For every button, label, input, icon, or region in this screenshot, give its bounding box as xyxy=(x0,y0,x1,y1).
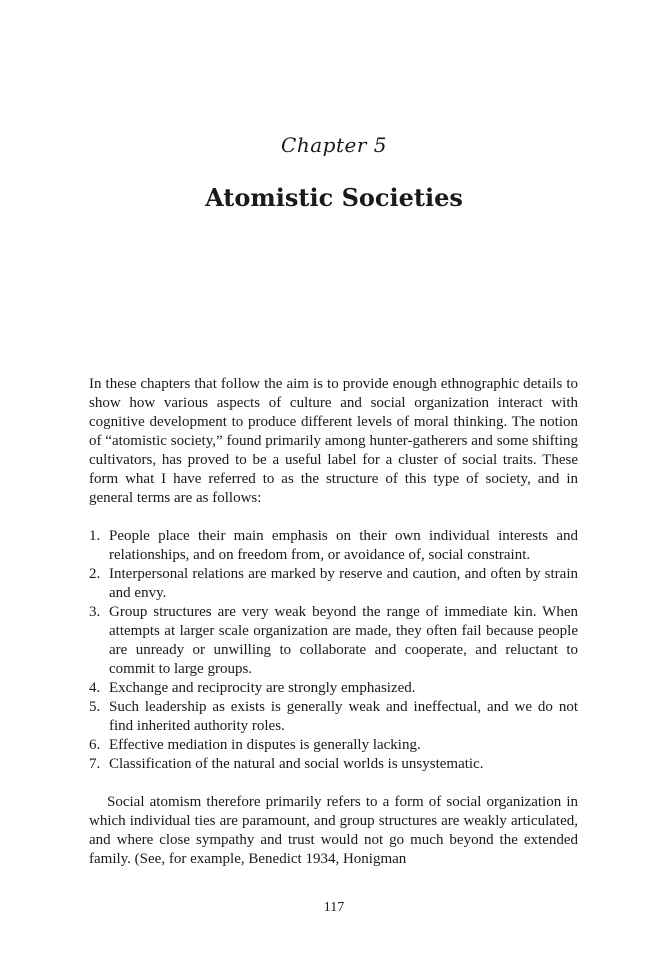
list-item xyxy=(89,565,578,603)
list-item-text: Exchange and reciprocity are strongly emphasized. xyxy=(109,680,416,696)
intro-paragraph: In these chapters that follow the aim is to provide enough ethnographic details to show how various aspects of culture and social organization interact with cognitive development to produce different levels of moral thinking. The notion of “atomistic society,” found primarily among hunter-gatherers and some shifting cultivators, has proved to be a useful label for a cluster of social traits. These form what I have referred to as the structure of this type of society, and in general terms are as follows: xyxy=(89,376,578,506)
list-item-text: Classification of the natural and social worlds is unsystematic. xyxy=(109,756,484,772)
list-item-number: 1. xyxy=(89,528,101,544)
chapter-title: Atomistic Societies xyxy=(205,183,463,212)
list-item-number: 4. xyxy=(89,680,101,696)
list-item-text: Group structures are very weak beyond the range of immediate kin. When attempts at larger scale organization are made, they often fail because people are unready or unwilling to collaborate and cooperate, and reluctant to commit to large groups. xyxy=(109,604,578,677)
list-item xyxy=(89,736,578,755)
trait-list xyxy=(89,527,578,774)
list-item-text: Effective mediation in disputes is generally lacking. xyxy=(109,737,421,753)
list-item-text: Interpersonal relations are marked by reserve and caution, and often by strain and envy. xyxy=(109,566,578,601)
list-item xyxy=(89,679,578,698)
list-item-number: 2. xyxy=(89,566,101,582)
closing-paragraph: Social atomism therefore primarily refers to a form of social organization in which individual ties are paramount, and group structures are weakly articulated, and where close sympathy and trust would not go much beyond the extended family. (See, for example, Benedict 1934, Honigman xyxy=(89,794,578,867)
page-number: 117 xyxy=(323,900,345,915)
list-item-text: People place their main emphasis on their own individual interests and relationships, and on freedom from, or avoidance of, social constraint. xyxy=(109,528,578,563)
list-item xyxy=(89,698,578,736)
list-item xyxy=(89,755,578,774)
chapter-label: Chapter 5 xyxy=(281,133,387,157)
list-item-number: 3. xyxy=(89,604,101,620)
list-item-number: 7. xyxy=(89,756,101,772)
list-item xyxy=(89,527,578,565)
list-item xyxy=(89,603,578,679)
list-item-text: Such leadership as exists is generally weak and ineffectual, and we do not find inherited authority roles. xyxy=(109,699,578,734)
list-item-number: 5. xyxy=(89,699,101,715)
list-item-number: 6. xyxy=(89,737,101,753)
